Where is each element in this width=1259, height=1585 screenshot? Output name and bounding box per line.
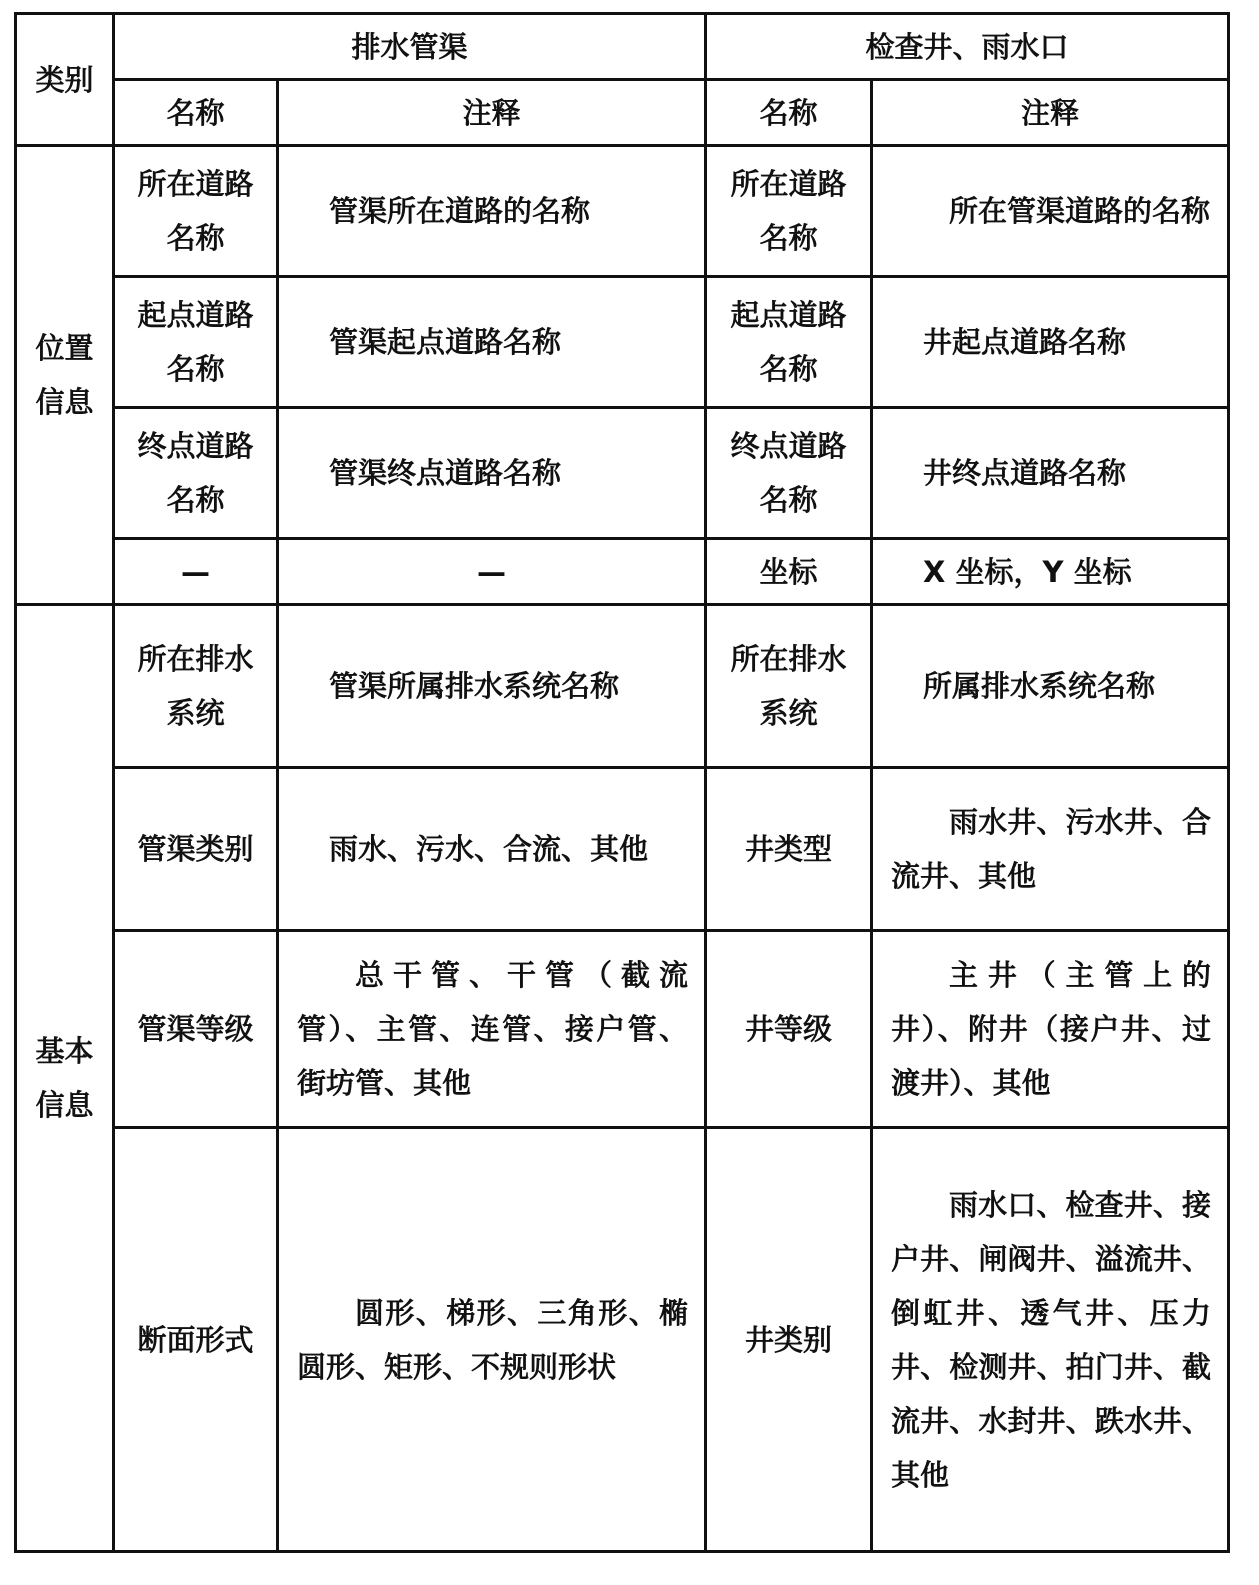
table-row bbox=[16, 768, 1229, 931]
pipe-note-cell: 管渠所在道路的名称 bbox=[278, 146, 706, 277]
well-name-header: 名称 bbox=[706, 80, 872, 146]
well-note-cell: 所属排水系统名称 bbox=[872, 605, 1229, 768]
pipe-name-cell: 所在排水系统 bbox=[114, 605, 278, 768]
attribute-table bbox=[14, 12, 1230, 1553]
category-header: 类别 bbox=[16, 14, 114, 146]
well-note-cell: 井起点道路名称 bbox=[872, 277, 1229, 408]
well-name-cell: 井类别 bbox=[706, 1128, 872, 1552]
pipe-name-cell: 管渠等级 bbox=[114, 931, 278, 1128]
well-name-cell: 所在排水系统 bbox=[706, 605, 872, 768]
table-row bbox=[16, 277, 1229, 408]
table-row bbox=[16, 605, 1229, 768]
well-group-header: 检查井、雨水口 bbox=[706, 14, 1229, 80]
pipe-name-cell: 管渠类别 bbox=[114, 768, 278, 931]
pipe-note-cell: 圆形、梯形、三角形、椭圆形、矩形、不规则形状 bbox=[278, 1128, 706, 1552]
well-note-cell: 所在管渠道路的名称 bbox=[872, 146, 1229, 277]
pipe-name-cell: 起点道路名称 bbox=[114, 277, 278, 408]
pipe-note-cell: 总干管、干管（截流管）、主管、连管、接户管、街坊管、其他 bbox=[278, 931, 706, 1128]
well-name-cell: 终点道路名称 bbox=[706, 408, 872, 539]
section-label-basic: 基本信息 bbox=[16, 605, 114, 1552]
well-note-cell: 井终点道路名称 bbox=[872, 408, 1229, 539]
pipe-name-cell: 所在道路名称 bbox=[114, 146, 278, 277]
table-row bbox=[16, 408, 1229, 539]
well-note-cell: 雨水井、污水井、合流井、其他 bbox=[872, 768, 1229, 931]
table-row bbox=[16, 146, 1229, 277]
well-note-cell: X 坐标，Y 坐标 bbox=[872, 539, 1229, 605]
well-note-cell: 主井（主管上的井）、附井（接户井、过渡井）、其他 bbox=[872, 931, 1229, 1128]
pipe-note-cell: 管渠终点道路名称 bbox=[278, 408, 706, 539]
pipe-name-cell: 终点道路名称 bbox=[114, 408, 278, 539]
pipe-note-cell: 管渠起点道路名称 bbox=[278, 277, 706, 408]
pipe-note-cell: — bbox=[278, 539, 706, 605]
table-row bbox=[16, 539, 1229, 605]
well-name-cell: 井类型 bbox=[706, 768, 872, 931]
well-name-cell: 起点道路名称 bbox=[706, 277, 872, 408]
well-name-cell: 所在道路名称 bbox=[706, 146, 872, 277]
well-note-header: 注释 bbox=[872, 80, 1229, 146]
pipe-group-header: 排水管渠 bbox=[114, 14, 706, 80]
pipe-name-cell: — bbox=[114, 539, 278, 605]
pipe-note-header: 注释 bbox=[278, 80, 706, 146]
pipe-note-cell: 管渠所属排水系统名称 bbox=[278, 605, 706, 768]
pipe-note-cell: 雨水、污水、合流、其他 bbox=[278, 768, 706, 931]
table-row bbox=[16, 931, 1229, 1128]
well-note-cell: 雨水口、检查井、接户井、闸阀井、溢流井、倒虹井、透气井、压力井、检测井、拍门井、截流井、水封井、跌水井、其他 bbox=[872, 1128, 1229, 1552]
well-name-cell: 井等级 bbox=[706, 931, 872, 1128]
table-row bbox=[16, 1128, 1229, 1552]
well-name-cell: 坐标 bbox=[706, 539, 872, 605]
pipe-name-header: 名称 bbox=[114, 80, 278, 146]
section-label-location: 位置信息 bbox=[16, 146, 114, 605]
pipe-name-cell: 断面形式 bbox=[114, 1128, 278, 1552]
